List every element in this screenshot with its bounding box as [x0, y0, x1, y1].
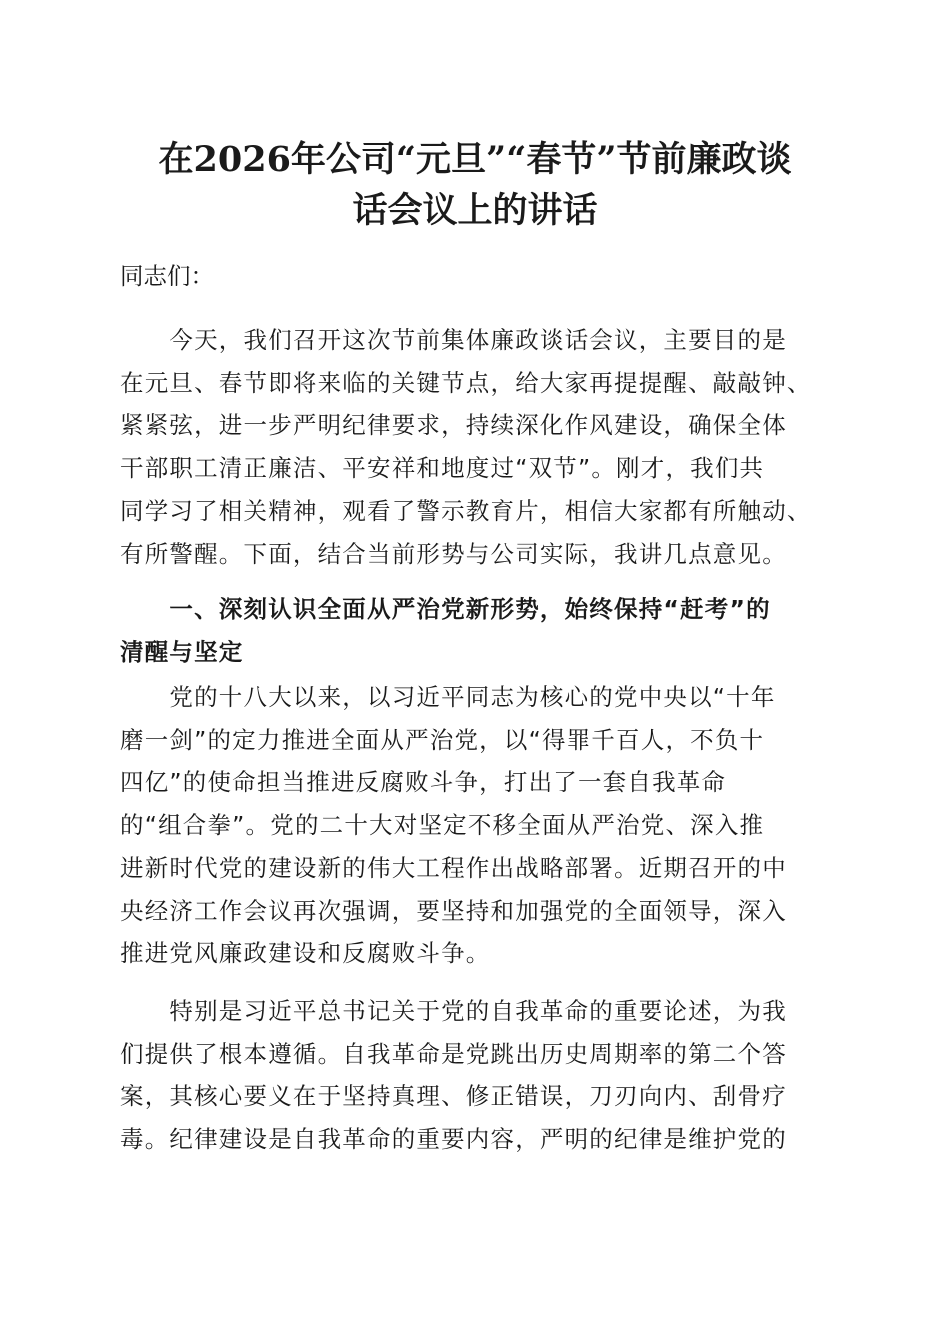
- heading-line: 清醒与坚定: [120, 637, 244, 666]
- paragraph-line: 有所警醒。下面，结合当前形势与公司实际，我讲几点意见。: [120, 539, 787, 568]
- title-line-2: 话会议上的讲话: [352, 190, 598, 231]
- paragraph-line: 进新时代党的建设新的伟大工程作出战略部署。近期召开的中: [120, 853, 787, 882]
- paragraph-line: 同学习了相关精神，观看了警示教育片，相信大家都有所触动、: [120, 496, 812, 525]
- salutation: 同志们：: [120, 262, 214, 290]
- paragraph-line: 干部职工清正廉洁、平安祥和地度过“双节”。刚才，我们共: [120, 454, 765, 483]
- paragraph-line: 毒。纪律建设是自我革命的重要内容，严明的纪律是维护党的: [120, 1125, 787, 1154]
- paragraph-line: 磨一剑”的定力推进全面从严治党，以“得罪千百人，不负十: [120, 725, 765, 754]
- paragraph-self-revolution: [120, 990, 832, 1161]
- paragraph-line: 今天，我们召开这次节前集体廉政谈话会议，主要目的是: [120, 326, 787, 354]
- paragraph-line: 们提供了根本遵循。自我革命是党跳出历史周期率的第二个答: [120, 1039, 787, 1068]
- section-heading-1: [120, 588, 832, 673]
- paragraph-line: 四亿”的使命担当推进反腐败斗争，打出了一套自我革命: [120, 768, 727, 797]
- document-title: [100, 134, 850, 236]
- paragraph-line: 央经济工作会议再次强调，要坚持和加强党的全面领导，深入: [120, 896, 787, 925]
- paragraph-line: 在元旦、春节即将来临的关键节点，给大家再提提醒、敲敲钟、: [120, 368, 812, 397]
- paragraph-line: 推进党风廉政建设和反腐败斗争。: [120, 939, 491, 968]
- paragraph-party-building: [120, 676, 832, 975]
- paragraph-line: 案，其核心要义在于坚持真理、修正错误，刀刃向内、刮骨疗: [120, 1082, 787, 1111]
- paragraph-line: 的“组合拳”。党的二十大对坚定不移全面从严治党、深入推: [120, 811, 765, 840]
- paragraph-line: 特别是习近平总书记关于党的自我革命的重要论述，为我: [120, 997, 787, 1025]
- heading-line: 一、深刻认识全面从严治党新形势，始终保持“赶考”的: [120, 595, 771, 623]
- paragraph-line: 紧紧弦，进一步严明纪律要求，持续深化作风建设，确保全体: [120, 411, 787, 440]
- paragraph-opening: [120, 319, 832, 575]
- paragraph-line: 党的十八大以来，以习近平同志为核心的党中央以“十年: [120, 683, 776, 711]
- title-line-1: 在2026年公司“元旦”“春节”节前廉政谈: [158, 139, 792, 180]
